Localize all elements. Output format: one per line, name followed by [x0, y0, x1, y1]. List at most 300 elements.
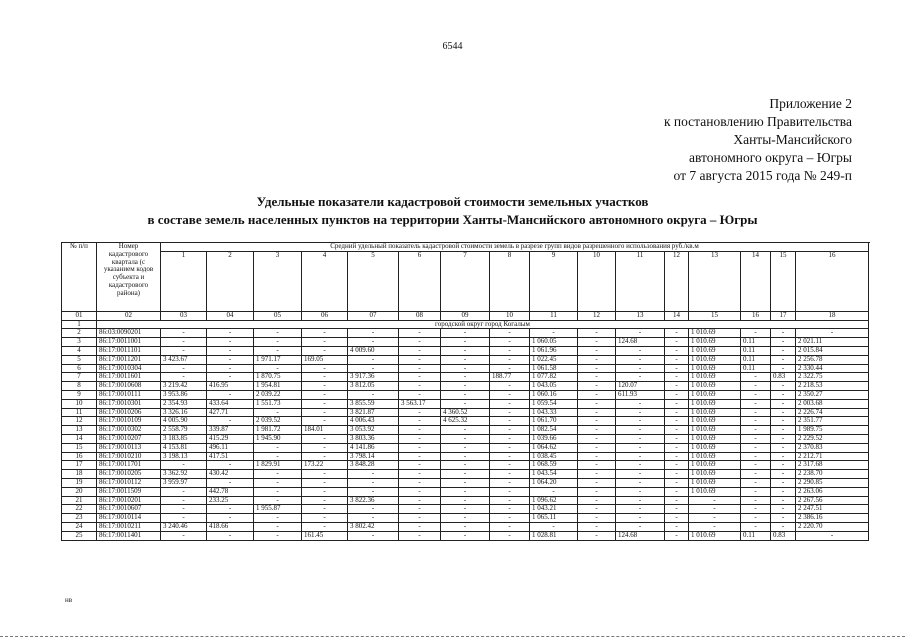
value-cell: - — [665, 408, 689, 417]
table-row — [62, 390, 869, 399]
value-cell: - — [348, 478, 399, 487]
value-cell: - — [302, 417, 348, 426]
value-cell: 3 362.92 — [161, 470, 207, 479]
value-cell: - — [616, 408, 665, 417]
value-cell: 2 351.77 — [796, 417, 869, 426]
value-cell: 3 953.86 — [161, 390, 207, 399]
value-cell: 2 290.85 — [796, 478, 869, 487]
value-cell: 1 010.69 — [689, 399, 741, 408]
value-cell: - — [441, 338, 490, 347]
value-cell: - — [741, 390, 771, 399]
cadastral-quarter: 86:03:0090201 — [97, 329, 161, 338]
value-cell: - — [399, 355, 441, 364]
table-row — [62, 408, 869, 417]
value-cell: - — [302, 338, 348, 347]
value-cell: - — [302, 434, 348, 443]
value-cell: - — [771, 434, 796, 443]
row-number: 13 — [62, 426, 97, 435]
value-cell: 1 010.69 — [689, 382, 741, 391]
value-cell: - — [665, 434, 689, 443]
value-cell: - — [771, 443, 796, 452]
value-cell: - — [665, 461, 689, 470]
value-cell: - — [441, 478, 490, 487]
value-cell: 3 802.42 — [348, 522, 399, 531]
value-cell: - — [399, 390, 441, 399]
value-cell: - — [665, 355, 689, 364]
column-code: 01 — [62, 311, 97, 320]
cadastral-quarter: 86:17:0011201 — [97, 355, 161, 364]
column-code: 18 — [796, 311, 869, 320]
value-cell: 1 043.21 — [530, 505, 578, 514]
value-cell: - — [302, 382, 348, 391]
header-no: № п/п — [62, 243, 97, 312]
value-cell: - — [399, 346, 441, 355]
value-cell: 2 015.84 — [796, 346, 869, 355]
value-cell: - — [771, 382, 796, 391]
header-group-number: 12 — [665, 251, 689, 311]
value-cell: - — [490, 355, 530, 364]
value-cell: 1 065.11 — [530, 514, 578, 523]
header-group-number: 2 — [207, 251, 254, 311]
value-cell: - — [771, 329, 796, 338]
row-number: 4 — [62, 346, 97, 355]
value-cell: - — [741, 417, 771, 426]
value-cell: - — [578, 346, 616, 355]
table-row — [62, 470, 869, 479]
value-cell: - — [530, 329, 578, 338]
value-cell: - — [771, 408, 796, 417]
value-cell: - — [348, 505, 399, 514]
row-number: 9 — [62, 390, 97, 399]
value-cell: - — [399, 417, 441, 426]
table-body — [62, 243, 869, 541]
value-cell: - — [771, 478, 796, 487]
value-cell: - — [616, 426, 665, 435]
value-cell: 611.93 — [616, 390, 665, 399]
value-cell: 1 010.69 — [689, 531, 741, 540]
column-code: 09 — [441, 311, 490, 320]
value-cell: - — [741, 373, 771, 382]
header-group-number: 13 — [689, 251, 741, 311]
cadastral-quarter: 86:17:0010210 — [97, 452, 161, 461]
value-cell: - — [490, 399, 530, 408]
column-code: 10 — [490, 311, 530, 320]
value-cell: - — [490, 390, 530, 399]
value-cell: - — [399, 434, 441, 443]
value-cell: 339.87 — [207, 426, 254, 435]
cadastral-quarter: 86:17:0010111 — [97, 390, 161, 399]
value-cell: - — [207, 338, 254, 347]
value-cell: - — [578, 505, 616, 514]
value-cell: - — [441, 452, 490, 461]
table-row — [62, 452, 869, 461]
value-cell: 2 350.27 — [796, 390, 869, 399]
value-cell: 124.68 — [616, 531, 665, 540]
value-cell: - — [441, 364, 490, 373]
column-code: 17 — [771, 311, 796, 320]
value-cell: - — [302, 390, 348, 399]
value-cell: 1 060.05 — [530, 338, 578, 347]
row-number: 2 — [62, 329, 97, 338]
value-cell: 120.07 — [616, 382, 665, 391]
appendix-line: от 7 августа 2015 года № 249-п — [673, 168, 852, 183]
value-cell: - — [665, 426, 689, 435]
value-cell: 4 009.60 — [348, 346, 399, 355]
row-number: 21 — [62, 496, 97, 505]
value-cell: - — [441, 470, 490, 479]
value-cell: 161.45 — [302, 531, 348, 540]
value-cell: 418.66 — [207, 522, 254, 531]
code-row — [62, 311, 869, 320]
cadastral-quarter: 86:17:0011001 — [97, 338, 161, 347]
value-cell: - — [490, 531, 530, 540]
value-cell: 3 855.59 — [348, 399, 399, 408]
value-cell: 1 022.45 — [530, 355, 578, 364]
value-cell: 2 021.11 — [796, 338, 869, 347]
value-cell: 1 061.96 — [530, 346, 578, 355]
value-cell: 2 317.68 — [796, 461, 869, 470]
value-cell: - — [578, 390, 616, 399]
page-number: 6544 — [442, 41, 463, 52]
value-cell: - — [578, 373, 616, 382]
value-cell: - — [689, 522, 741, 531]
value-cell: - — [399, 329, 441, 338]
value-cell: - — [254, 496, 302, 505]
value-cell: - — [348, 338, 399, 347]
value-cell: - — [302, 443, 348, 452]
value-cell: 1 010.69 — [689, 408, 741, 417]
value-cell: 2 220.70 — [796, 522, 869, 531]
value-cell: - — [254, 514, 302, 523]
row-number: 24 — [62, 522, 97, 531]
value-cell: - — [348, 470, 399, 479]
column-code: 07 — [348, 311, 399, 320]
value-cell: - — [490, 364, 530, 373]
value-cell: 1 981.72 — [254, 426, 302, 435]
value-cell: - — [207, 346, 254, 355]
header-group-number: 15 — [771, 251, 796, 311]
cadastral-quarter: 86:17:0010207 — [97, 434, 161, 443]
value-cell: - — [302, 408, 348, 417]
value-cell: 0.11 — [741, 338, 771, 347]
table-row — [62, 514, 869, 523]
header-groups-row — [62, 251, 869, 311]
header-group-number: 8 — [490, 251, 530, 311]
value-cell: 416.95 — [207, 382, 254, 391]
value-cell: - — [441, 496, 490, 505]
value-cell: - — [441, 355, 490, 364]
value-cell: 0.11 — [741, 364, 771, 373]
value-cell: - — [616, 505, 665, 514]
cadastral-quarter: 86:17:0010201 — [97, 496, 161, 505]
table-row — [62, 417, 869, 426]
value-cell: - — [616, 452, 665, 461]
value-cell: 2 263.06 — [796, 487, 869, 496]
value-cell: - — [689, 505, 741, 514]
table-row — [62, 364, 869, 373]
value-cell: - — [771, 364, 796, 373]
value-cell: - — [741, 452, 771, 461]
value-cell: - — [665, 514, 689, 523]
value-cell: - — [161, 505, 207, 514]
value-cell: - — [399, 496, 441, 505]
value-cell: - — [616, 373, 665, 382]
value-cell: - — [441, 487, 490, 496]
cadastral-quarter: 86:17:0010304 — [97, 364, 161, 373]
value-cell: - — [741, 382, 771, 391]
appendix-block — [664, 95, 852, 185]
value-cell: - — [665, 505, 689, 514]
cadastral-quarter: 86:17:0011701 — [97, 461, 161, 470]
value-cell: 1 010.69 — [689, 338, 741, 347]
value-cell: - — [348, 390, 399, 399]
column-code: 16 — [741, 311, 771, 320]
table-row — [62, 443, 869, 452]
value-cell: 1 870.75 — [254, 373, 302, 382]
value-cell: - — [578, 461, 616, 470]
value-cell: - — [771, 390, 796, 399]
value-cell: 2 003.68 — [796, 399, 869, 408]
value-cell: 1 010.69 — [689, 373, 741, 382]
value-cell: - — [254, 452, 302, 461]
row-number: 20 — [62, 487, 97, 496]
value-cell: 2 212.71 — [796, 452, 869, 461]
column-code: 11 — [530, 311, 578, 320]
cadastral-quarter: 86:17:0010211 — [97, 522, 161, 531]
table-row — [62, 382, 869, 391]
value-cell: 1 039.66 — [530, 434, 578, 443]
value-cell: - — [578, 443, 616, 452]
value-cell: - — [665, 346, 689, 355]
value-cell: - — [578, 514, 616, 523]
column-code: 12 — [578, 311, 616, 320]
value-cell: - — [302, 399, 348, 408]
row-number: 16 — [62, 452, 97, 461]
value-cell: 1 971.17 — [254, 355, 302, 364]
value-cell: 0.83 — [771, 373, 796, 382]
value-cell: 1 010.69 — [689, 478, 741, 487]
value-cell: 427.71 — [207, 408, 254, 417]
value-cell: - — [490, 434, 530, 443]
value-cell: - — [616, 399, 665, 408]
cadastral-quarter: 86:17:0010301 — [97, 399, 161, 408]
value-cell: - — [207, 355, 254, 364]
value-cell: 0.11 — [741, 346, 771, 355]
value-cell: - — [578, 452, 616, 461]
value-cell: 3 183.85 — [161, 434, 207, 443]
value-cell: - — [741, 434, 771, 443]
value-cell: - — [741, 505, 771, 514]
value-cell: - — [207, 461, 254, 470]
title-line: Удельные показатели кадастровой стоимости земельных участков — [256, 194, 649, 209]
value-cell: - — [161, 373, 207, 382]
value-cell: 1 061.70 — [530, 417, 578, 426]
value-cell: - — [490, 426, 530, 435]
value-cell: - — [399, 443, 441, 452]
value-cell: - — [441, 399, 490, 408]
value-cell: 2 039.52 — [254, 417, 302, 426]
value-cell: - — [616, 478, 665, 487]
header-group-number: 16 — [796, 251, 869, 311]
value-cell: 0.83 — [771, 531, 796, 540]
header-group-number: 7 — [441, 251, 490, 311]
table-row — [62, 329, 869, 338]
header-group-number: 10 — [578, 251, 616, 311]
value-cell: - — [254, 408, 302, 417]
section-number: 1 — [62, 320, 97, 329]
value-cell: - — [302, 329, 348, 338]
value-cell: - — [616, 417, 665, 426]
value-cell: 3 219.42 — [161, 382, 207, 391]
value-cell: - — [302, 514, 348, 523]
value-cell: - — [490, 522, 530, 531]
value-cell: - — [207, 514, 254, 523]
value-cell: 2 370.83 — [796, 443, 869, 452]
table-row — [62, 434, 869, 443]
header-group-number: 4 — [302, 251, 348, 311]
value-cell: 1 551.73 — [254, 399, 302, 408]
value-cell: 3 240.46 — [161, 522, 207, 531]
value-cell: - — [441, 505, 490, 514]
value-cell: - — [578, 408, 616, 417]
value-cell: - — [741, 408, 771, 417]
value-cell: - — [399, 452, 441, 461]
value-cell: 2 218.53 — [796, 382, 869, 391]
value-cell: - — [399, 487, 441, 496]
row-number: 11 — [62, 408, 97, 417]
value-cell: - — [616, 514, 665, 523]
cadastral-quarter: 86:17:0010608 — [97, 382, 161, 391]
value-cell: 415.29 — [207, 434, 254, 443]
value-cell: - — [771, 426, 796, 435]
row-number: 5 — [62, 355, 97, 364]
cadastral-quarter: 86:17:0010205 — [97, 470, 161, 479]
value-cell: - — [490, 329, 530, 338]
value-cell: 3 803.36 — [348, 434, 399, 443]
value-cell: 169.05 — [302, 355, 348, 364]
value-cell: 2 226.74 — [796, 408, 869, 417]
value-cell: - — [302, 470, 348, 479]
value-cell: - — [665, 338, 689, 347]
value-cell: - — [490, 505, 530, 514]
table-row — [62, 505, 869, 514]
row-number: 10 — [62, 399, 97, 408]
value-cell: - — [399, 531, 441, 540]
value-cell: - — [578, 487, 616, 496]
value-cell: - — [578, 399, 616, 408]
value-cell: 2 267.56 — [796, 496, 869, 505]
value-cell: 2 229.52 — [796, 434, 869, 443]
column-code: 03 — [161, 311, 207, 320]
value-cell: - — [399, 470, 441, 479]
value-cell: 1 010.69 — [689, 417, 741, 426]
cadastral-quarter: 86:17:0011101 — [97, 346, 161, 355]
value-cell: 430.42 — [207, 470, 254, 479]
value-cell: - — [161, 496, 207, 505]
value-cell: - — [665, 470, 689, 479]
value-cell: - — [441, 514, 490, 523]
value-cell: 2 322.75 — [796, 373, 869, 382]
value-cell: 1 010.69 — [689, 470, 741, 479]
appendix-line: к постановлению Правительства — [663, 114, 852, 129]
value-cell: - — [254, 443, 302, 452]
header-group-number: 3 — [254, 251, 302, 311]
value-cell: - — [254, 531, 302, 540]
value-cell: - — [161, 514, 207, 523]
cadastral-quarter: 86:17:0010114 — [97, 514, 161, 523]
value-cell: - — [578, 355, 616, 364]
value-cell: 1 064.62 — [530, 443, 578, 452]
table-row — [62, 461, 869, 470]
value-cell: - — [578, 531, 616, 540]
value-cell: - — [207, 373, 254, 382]
value-cell: - — [665, 443, 689, 452]
footer-mark: нв — [65, 596, 73, 604]
value-cell: - — [161, 346, 207, 355]
value-cell: - — [665, 399, 689, 408]
column-code: 08 — [399, 311, 441, 320]
value-cell: - — [741, 329, 771, 338]
value-cell: - — [771, 522, 796, 531]
value-cell: - — [616, 461, 665, 470]
value-cell: - — [441, 531, 490, 540]
row-number: 23 — [62, 514, 97, 523]
value-cell: - — [302, 373, 348, 382]
value-cell: 2 247.51 — [796, 505, 869, 514]
cadastral-quarter: 86:17:0011509 — [97, 487, 161, 496]
value-cell: 1 989.75 — [796, 426, 869, 435]
value-cell: - — [490, 478, 530, 487]
value-cell: 3 798.14 — [348, 452, 399, 461]
title-line: в составе земель населенных пунктов на территории Ханты-Мансийского автономного округа – Югры — [147, 212, 758, 227]
table-row — [62, 496, 869, 505]
value-cell: - — [254, 478, 302, 487]
value-cell: - — [771, 470, 796, 479]
value-cell: - — [665, 478, 689, 487]
value-cell: - — [578, 426, 616, 435]
table-row — [62, 399, 869, 408]
value-cell: - — [399, 364, 441, 373]
value-cell: - — [616, 346, 665, 355]
value-cell: - — [530, 487, 578, 496]
header-group-number: 14 — [741, 251, 771, 311]
value-cell: - — [207, 390, 254, 399]
value-cell: - — [616, 329, 665, 338]
value-cell: 433.64 — [207, 399, 254, 408]
column-code: 02 — [97, 311, 161, 320]
value-cell: - — [302, 452, 348, 461]
cadastral-quarter: 86:17:0011601 — [97, 373, 161, 382]
value-cell: - — [616, 522, 665, 531]
value-cell: - — [741, 470, 771, 479]
value-cell: - — [578, 338, 616, 347]
value-cell: - — [796, 329, 869, 338]
value-cell: 1 010.69 — [689, 346, 741, 355]
value-cell: - — [490, 408, 530, 417]
row-number: 22 — [62, 505, 97, 514]
cadastral-quarter: 86:17:0011401 — [97, 531, 161, 540]
value-cell: - — [490, 382, 530, 391]
value-cell: - — [441, 434, 490, 443]
value-cell: 2 256.78 — [796, 355, 869, 364]
value-cell: - — [665, 390, 689, 399]
header-cadastral-number: Номер кадастрового квартала (с указанием кодов субъекта и кадастрового района) — [97, 243, 161, 312]
header-average-indicator: Средний удельный показатель кадастровой стоимости земель в разрезе групп видов разрешенного использования руб./кв.м — [161, 243, 869, 252]
appendix-line: Ханты-Мансийского — [733, 132, 852, 147]
value-cell: - — [771, 338, 796, 347]
value-cell: - — [302, 364, 348, 373]
value-cell: - — [161, 487, 207, 496]
